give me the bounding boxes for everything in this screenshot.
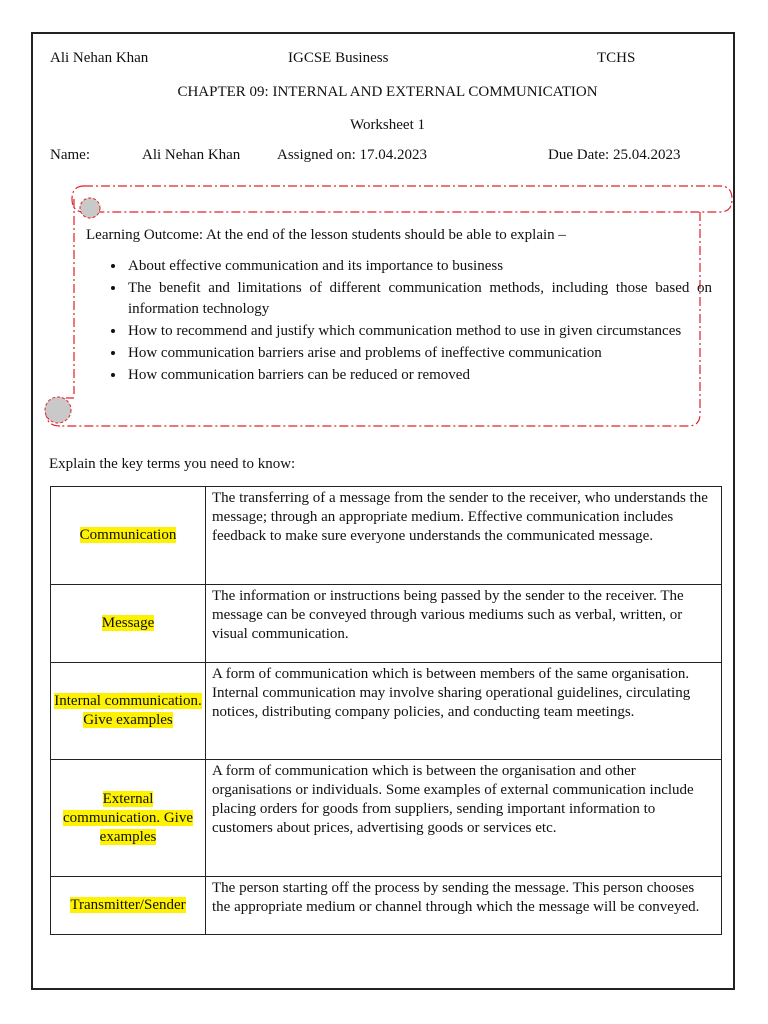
table-row (51, 877, 722, 935)
table-row (51, 487, 722, 585)
list-item: • About effective communication and its importance to business (126, 256, 712, 277)
table-row (51, 760, 722, 877)
definition-cell: The information or instructions being passed by the sender to the receiver. The message can be conveyed through various mediums such as verbal, written, or visual communication. (206, 585, 722, 663)
school-header: TCHS (597, 50, 636, 66)
term-cell (51, 877, 206, 935)
scroll-curl-top-icon (80, 198, 100, 218)
term-cell (51, 663, 206, 760)
definition-cell: The transferring of a message from the sender to the receiver, who understands the message; through an appropriate medium. Effective communication includes feedback to make sure everyone understands the communicated message. (206, 487, 722, 585)
term-label: Transmitter/Sender (70, 897, 186, 913)
definition-cell: A form of communication which is between members of the same organisation. Internal communication may involve sharing operational guidelines, circulating notices, distributing company policies, and conducting team meetings. (206, 663, 722, 760)
term-cell (51, 487, 206, 585)
worksheet-title: Worksheet 1 (349, 117, 426, 133)
chapter-title: CHAPTER 09: INTERNAL AND EXTERNAL COMMUNICATION (177, 84, 598, 100)
list-item: • How communication barriers can be reduced or removed (126, 365, 712, 386)
table-row (51, 585, 722, 663)
learning-outcome-box (44, 184, 734, 430)
key-terms-title: Explain the key terms you need to know: (49, 456, 296, 472)
learning-outcome-title: Learning Outcome: At the end of the lesson students should be able to explain – (86, 227, 566, 243)
key-terms-table (50, 486, 722, 935)
term-cell (51, 760, 206, 877)
term-label: Internal communication. Give examples (54, 693, 202, 728)
subject-header: IGCSE Business (288, 50, 389, 66)
learning-outcome-list (104, 256, 712, 387)
due-date: Due Date: 25.04.2023 (548, 147, 681, 163)
term-label: Communication (79, 527, 177, 543)
definition-cell: A form of communication which is between the organisation and other organisations or individuals. Some examples of external communication include placing orders for goods from suppliers, sending important information to customers about prices, advertising goods or services etc. (206, 760, 722, 877)
student-name-header: Ali Nehan Khan (50, 50, 149, 66)
table-row (51, 663, 722, 760)
assigned-date: Assigned on: 17.04.2023 (277, 147, 427, 163)
list-item: • The benefit and limitations of different communication methods, including those based on information technology (126, 278, 712, 320)
list-item: • How communication barriers arise and problems of ineffective communication (126, 343, 712, 364)
term-cell (51, 585, 206, 663)
name-label: Name: (50, 147, 90, 163)
term-label: External communication. Give examples (63, 790, 193, 845)
scroll-curl-bottom-icon (45, 397, 71, 423)
list-item: • How to recommend and justify which communication method to use in given circumstances (126, 321, 712, 342)
definition-cell: The person starting off the process by sending the message. This person chooses the appropriate medium or channel through which the message will be conveyed. (206, 877, 722, 935)
name-value: Ali Nehan Khan (142, 147, 241, 163)
term-label: Message (101, 615, 155, 631)
